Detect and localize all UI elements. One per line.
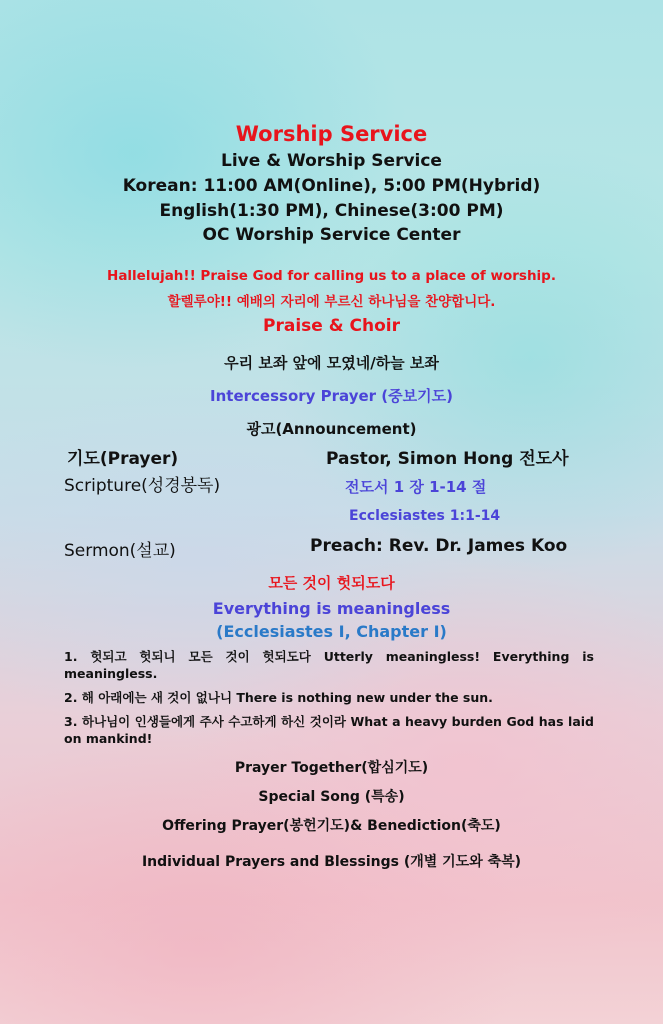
service-subtitle: Live & Worship Service: [221, 151, 442, 171]
sermon-title-korean: 모든 것이 헛되도다: [268, 574, 395, 592]
schedule-other: English(1:30 PM), Chinese(3:00 PM): [159, 201, 504, 221]
intercessory-prayer: Intercessory Prayer (중보기도): [210, 387, 453, 405]
praise-heading: Praise & Choir: [263, 316, 400, 336]
sermon-point-1: 1. 헛되고 헛되니 모든 것이 헛되도다 Utterly meaningless! Everything is meaningless.: [64, 649, 594, 681]
sermon-point-2: 2. 해 아래에는 새 것이 없나니 There is nothing new under the sun.: [64, 690, 493, 705]
greeting-korean: 할렐루야!! 예배의 자리에 부르신 하나님을 찬양합니다.: [167, 294, 496, 310]
sermon-reference: (Ecclesiastes I, Chapter I): [216, 622, 447, 641]
prayer-label: 기도(Prayer): [67, 449, 179, 469]
scripture-korean: 전도서 1 장 1-14 절: [345, 478, 487, 496]
prayer-together: Prayer Together(합심기도): [234, 760, 429, 776]
scripture-english: Ecclesiastes 1:1-14: [349, 508, 501, 524]
schedule-korean: Korean: 11:00 AM(Online), 5:00 PM(Hybrid): [122, 176, 541, 196]
special-song: Special Song (특송): [258, 789, 405, 805]
praise-song: 우리 보좌 앞에 모였네/하늘 보좌: [224, 354, 439, 372]
service-title: Worship Service: [235, 122, 428, 146]
greeting-english: Hallelujah!! Praise God for calling us to a place of worship.: [107, 268, 556, 284]
sermon-title-english: Everything is meaningless: [212, 599, 451, 618]
scripture-label: Scripture(성경봉독): [64, 476, 221, 496]
sermon-label: Sermon(설교): [64, 541, 176, 561]
offering-benediction: Offering Prayer(봉헌기도)& Benediction(축도): [162, 818, 501, 834]
prayer-leader: Pastor, Simon Hong 전도사: [326, 449, 569, 469]
announcement: 광고(Announcement): [246, 420, 417, 438]
sermon-point-3: 3. 하나님이 인생들에게 주사 수고하게 하신 것이라 What a heavy burden God has laid on mankind!: [64, 714, 594, 746]
individual-prayers: Individual Prayers and Blessings (개별 기도와 축복): [141, 854, 522, 870]
venue: OC Worship Service Center: [202, 225, 461, 245]
preacher: Preach: Rev. Dr. James Koo: [310, 536, 568, 556]
